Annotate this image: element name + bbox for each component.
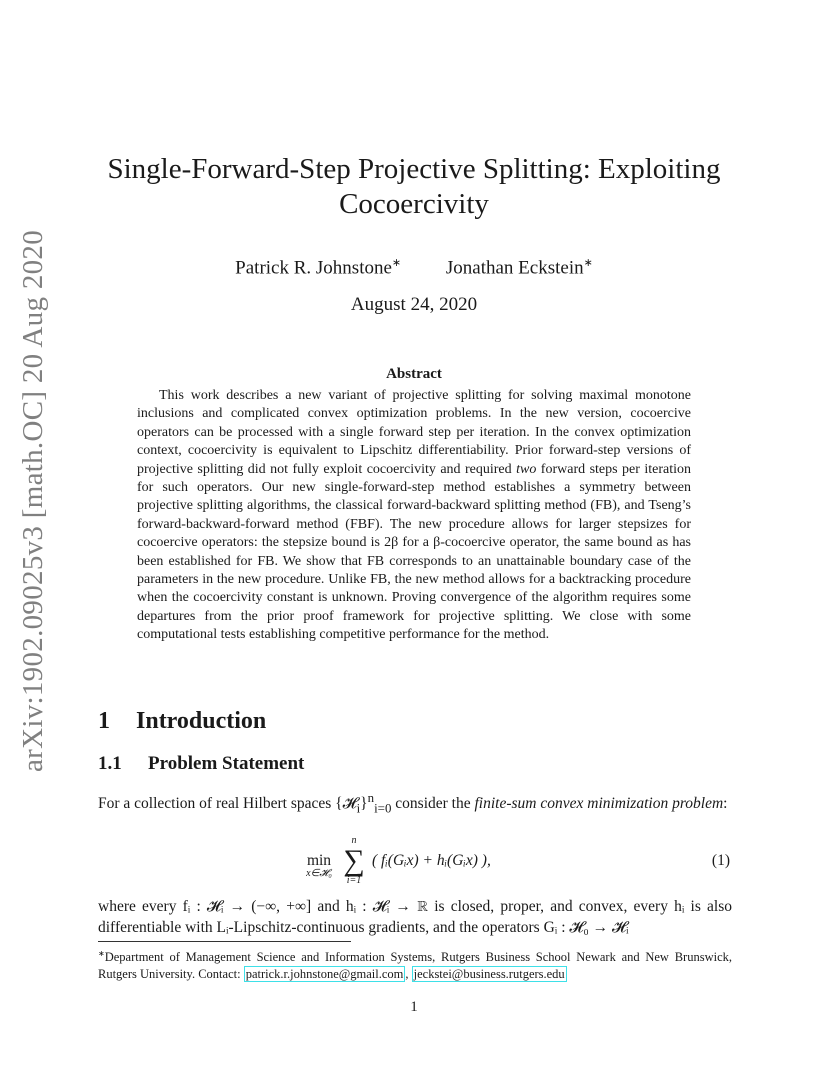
subsection-number: 1.1 <box>98 753 122 774</box>
author-list <box>100 256 728 279</box>
footnote <box>98 945 732 983</box>
author-1-name: Patrick R. Johnstone <box>235 257 392 279</box>
paper-date: August 24, 2020 <box>350 294 478 315</box>
equation-sum-lower: i=1 <box>346 875 362 886</box>
equation-sum <box>342 836 366 886</box>
problem-paragraph <box>98 787 732 818</box>
section-title: Introduction <box>136 708 267 734</box>
page-number: 1 <box>410 999 418 1015</box>
equation-min-op: min <box>306 852 332 869</box>
equation-sum-symbol: ∑ <box>343 844 365 877</box>
footnote-text: Department of Management Science and Information Systems, Rutgers Business School Newark and New Brunswick, Rutgers University. Contact: <box>98 950 732 982</box>
p1-part-d: : <box>723 795 728 813</box>
author-1-mark: ∗ <box>391 257 402 269</box>
p1-index: i <box>356 800 361 816</box>
email-link-2[interactable]: jeckstei@business.rutgers.edu <box>413 967 565 982</box>
p1-part-b: } <box>360 795 368 813</box>
equation-min <box>298 852 340 879</box>
abstract-part-a: This work describes a new variant of projective splitting for solving maximal monotone inclusions and complicated convex optimization problems. In the new version, cocoercive operators can be processed with a single forward step per iteration. In the convex optimization context, cocoercivity is equivalent to Lipschitz differentiability. Prior forward-step versions of projective splitting did not fully exploit cocoercivity and required <box>137 388 691 477</box>
abstract-emphasis: two <box>516 461 537 477</box>
p1-range-sub: i=0 <box>374 800 392 816</box>
abstract-part-b: forward steps per iteration for such operators. Our new single-forward-step method establishes a symmetry between projective splitting algorithms, the classical forward-backward splitting method (FB), and Tseng’s forward-backward-forward method (FBF). The new procedure allows for larger stepsizes for cocoercive operators: the stepsize bound is 2β for a β-cocoercive operator, the same bound as has been established for FB. We show that FB corresponds to an unattainable boundary case of the parameters in the new procedure. Unlike FB, the new method allows for a backtracking procedure when the cocoercivity constant is unknown. Proving convergence of the algorithm requires some departures from the prior proof framework for projective splitting. We close with some computational tests establishing competitive performance for the method. <box>137 461 691 643</box>
email-link-1[interactable]: patrick.r.johnstone@gmail.com <box>245 967 404 982</box>
p1-range-sup: n <box>367 790 375 805</box>
author-1 <box>235 256 401 279</box>
author-2 <box>446 256 593 279</box>
paper-title: Single-Forward-Step Projective Splitting: Exploiting Cocoercivity <box>107 153 721 220</box>
subsection-title: Problem Statement <box>148 753 305 774</box>
equation-min-sub: x∈𝓗₀ <box>306 868 332 879</box>
p1-emphasis: finite-sum convex minimization problem <box>474 795 724 813</box>
arxiv-identifier: arXiv:1902.09025v3 [math.OC] 20 Aug 2020 <box>17 229 49 772</box>
footnote-rule <box>98 941 351 942</box>
abstract-text <box>137 387 691 645</box>
p1-part-c: consider the <box>391 795 475 813</box>
equation-label: (1) <box>711 852 730 869</box>
section-number: 1 <box>98 708 110 734</box>
footnote-separator: , <box>405 967 412 982</box>
footnote-mark: ∗ <box>98 949 105 958</box>
equation-sum-upper: n <box>351 835 357 846</box>
author-2-mark: ∗ <box>583 257 593 269</box>
equation-expression: ( fᵢ(Gᵢx) + hᵢ(Gᵢx) ), <box>372 852 491 869</box>
equation-1 <box>98 836 732 894</box>
subsection-heading <box>98 753 304 775</box>
assumption-paragraph: where every fᵢ : 𝓗ᵢ → (−∞, +∞] and hᵢ : 𝓗ᵢ → ℝ is closed, proper, and convex, every hᵢ is also differentiable with Lᵢ-Lipschitz-continuous gradients, and the operators Gᵢ : 𝓗₀ → 𝓗ᵢ <box>98 898 732 936</box>
section-heading <box>98 708 266 735</box>
abstract-heading: Abstract <box>386 366 442 382</box>
author-2-name: Jonathan Eckstein <box>445 257 584 279</box>
p1-part-a: For a collection of real Hilbert spaces {𝓗 <box>98 795 357 813</box>
